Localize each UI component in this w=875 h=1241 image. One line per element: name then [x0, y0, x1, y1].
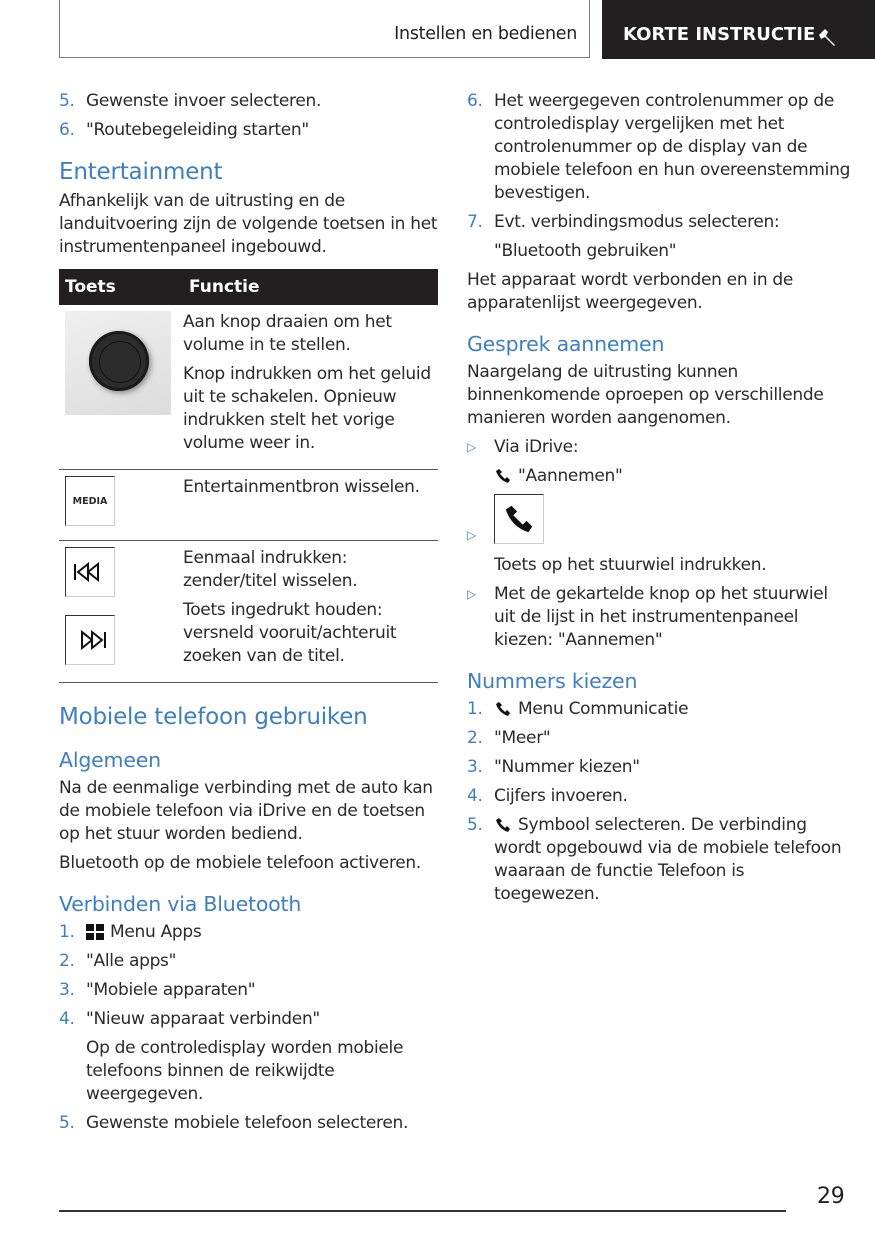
step-text: Menu Communicatie: [518, 699, 689, 719]
step-number: 5.: [59, 1113, 75, 1133]
list-item: [467, 756, 852, 779]
table-row: [59, 541, 438, 683]
step-text: Symbool selecteren. De verbinding wordt opgebouwd via de mobiele telefoon waaraan de functie Telefoon is toegewezen.: [494, 815, 842, 904]
skip-forward-icon: [65, 615, 115, 665]
answer-intro: Naargelang de uitrusting kunnen binnenkomende oproepen op verschillende manieren worden aangenomen.: [467, 362, 824, 428]
right-column: [467, 90, 852, 912]
list-item: [59, 921, 439, 944]
phone-icon: [494, 467, 512, 485]
left-column: [59, 90, 439, 1141]
bullet-item: [467, 494, 852, 548]
step-text: Het weergegeven controlenummer op de controledisplay vergelijken met het controlenummer op de display van de mobiele telefoon en hun overeenstemming bevestigen.: [494, 91, 851, 203]
step-number: 2.: [59, 951, 75, 971]
keys-table: [59, 269, 438, 683]
bullet-item: [467, 583, 852, 652]
list-item: [59, 979, 439, 1002]
step-number: 5.: [59, 91, 75, 111]
footer-divider: [59, 1210, 786, 1212]
phone-key-icon: [494, 494, 544, 544]
step-text: "Alle apps": [86, 951, 177, 971]
heading-phone: Mobiele telefoon gebruiken: [59, 704, 368, 730]
list-item: [467, 814, 852, 906]
heading-general: Algemeen: [59, 748, 161, 772]
step-number: 3.: [59, 980, 75, 1000]
step-text: "Routebegeleiding starten": [86, 120, 309, 140]
media-key-icon: MEDIA: [65, 476, 115, 526]
bullet-triangle-icon: ▷: [467, 528, 476, 542]
step-text: "Nummer kiezen": [494, 757, 640, 777]
list-item: [467, 698, 852, 721]
section-title: Instellen en bedienen: [394, 24, 577, 44]
bullet-note: [467, 465, 852, 488]
heading-answer-call: Gesprek aannemen: [467, 332, 665, 356]
page-number: 29: [817, 1184, 845, 1209]
step-text: Cijfers invoeren.: [494, 786, 628, 806]
cell-text: Eenmaal indrukken: zender/titel wisselen.: [183, 548, 358, 591]
list-item: [59, 950, 439, 973]
step-text: Menu Apps: [110, 922, 202, 942]
connected-text: Het apparaat wordt verbonden en in de apparatenlijst weergegeven.: [467, 270, 794, 313]
list-item: [59, 1008, 439, 1031]
list-item: [467, 785, 852, 808]
bullet-item: [467, 436, 852, 459]
chapter-title: KORTE INSTRUCTIE: [623, 24, 816, 45]
entertainment-intro: Afhankelijk van de uitrusting en de landuitvoering zijn de volgende toetsen in het instrumentenpaneel ingebouwd.: [59, 191, 438, 257]
step-text: "Mobiele apparaten": [86, 980, 256, 1000]
step-number: 7.: [467, 212, 483, 232]
skip-back-icon: [65, 547, 115, 597]
step-note: Op de controledisplay worden mobiele telefoons binnen de reikwijdte weergegeven.: [86, 1038, 404, 1104]
general-p2: Bluetooth op de mobiele telefoon activeren.: [59, 853, 421, 873]
step-text: Gewenste invoer selecteren.: [86, 91, 322, 111]
bullet-note-text: "Aannemen": [518, 466, 623, 486]
list-item: [59, 90, 439, 113]
step-number: 4.: [467, 786, 483, 806]
bullet-note: Toets op het stuurwiel indrukken.: [494, 555, 767, 575]
col-header: Functie: [183, 269, 438, 305]
list-item: [467, 727, 852, 750]
step-number: 2.: [467, 728, 483, 748]
bullet-triangle-icon: ▷: [467, 587, 476, 601]
step-number: 6.: [467, 91, 483, 111]
table-row: [59, 470, 438, 541]
bullet-text: Via iDrive:: [494, 437, 579, 457]
step-number: 1.: [467, 699, 483, 719]
heading-bluetooth: Verbinden via Bluetooth: [59, 892, 302, 916]
list-item: [59, 119, 439, 142]
list-item: [59, 1112, 439, 1135]
apps-grid-icon: [86, 924, 104, 940]
step-number: 5.: [467, 815, 483, 835]
pin-icon: [816, 25, 838, 47]
list-item: [467, 211, 852, 234]
cell-text: Entertainmentbron wisselen.: [183, 477, 420, 497]
cell-text: Aan knop draaien om het volume in te stellen.: [183, 312, 392, 355]
step-note: "Bluetooth gebruiken": [494, 241, 677, 261]
phone-icon: [494, 700, 512, 718]
header-section: [59, 0, 590, 58]
col-header: Toets: [59, 269, 183, 305]
bullet-text: Met de gekartelde knop op het stuurwiel uit de lijst in het instrumentenpaneel kiezen: "Aannemen": [494, 584, 828, 650]
cell-text: Toets ingedrukt houden: versneld vooruit/achteruit zoeken van de titel.: [183, 600, 397, 666]
list-item: [467, 90, 852, 205]
heading-dial: Nummers kiezen: [467, 669, 638, 693]
header-chapter: [602, 0, 875, 59]
bullet-triangle-icon: ▷: [467, 440, 476, 454]
cell-text: Knop indrukken om het geluid uit te schakelen. Opnieuw indrukken stelt het vorige volume weer in.: [183, 364, 431, 453]
general-p1: Na de eenmalige verbinding met de auto kan de mobiele telefoon via iDrive en de toetsen op het stuur worden bediend.: [59, 778, 433, 844]
step-text: "Meer": [494, 728, 551, 748]
step-text: Evt. verbindingsmodus selecteren:: [494, 212, 780, 232]
table-row: [59, 305, 438, 470]
volume-knob-image: [65, 311, 171, 415]
step-text: Gewenste mobiele telefoon selecteren.: [86, 1113, 409, 1133]
step-number: 4.: [59, 1009, 75, 1029]
heading-entertainment: Entertainment: [59, 159, 223, 185]
step-number: 1.: [59, 922, 75, 942]
step-number: 3.: [467, 757, 483, 777]
step-text: "Nieuw apparaat verbinden": [86, 1009, 320, 1029]
step-number: 6.: [59, 120, 75, 140]
phone-icon: [494, 816, 512, 834]
